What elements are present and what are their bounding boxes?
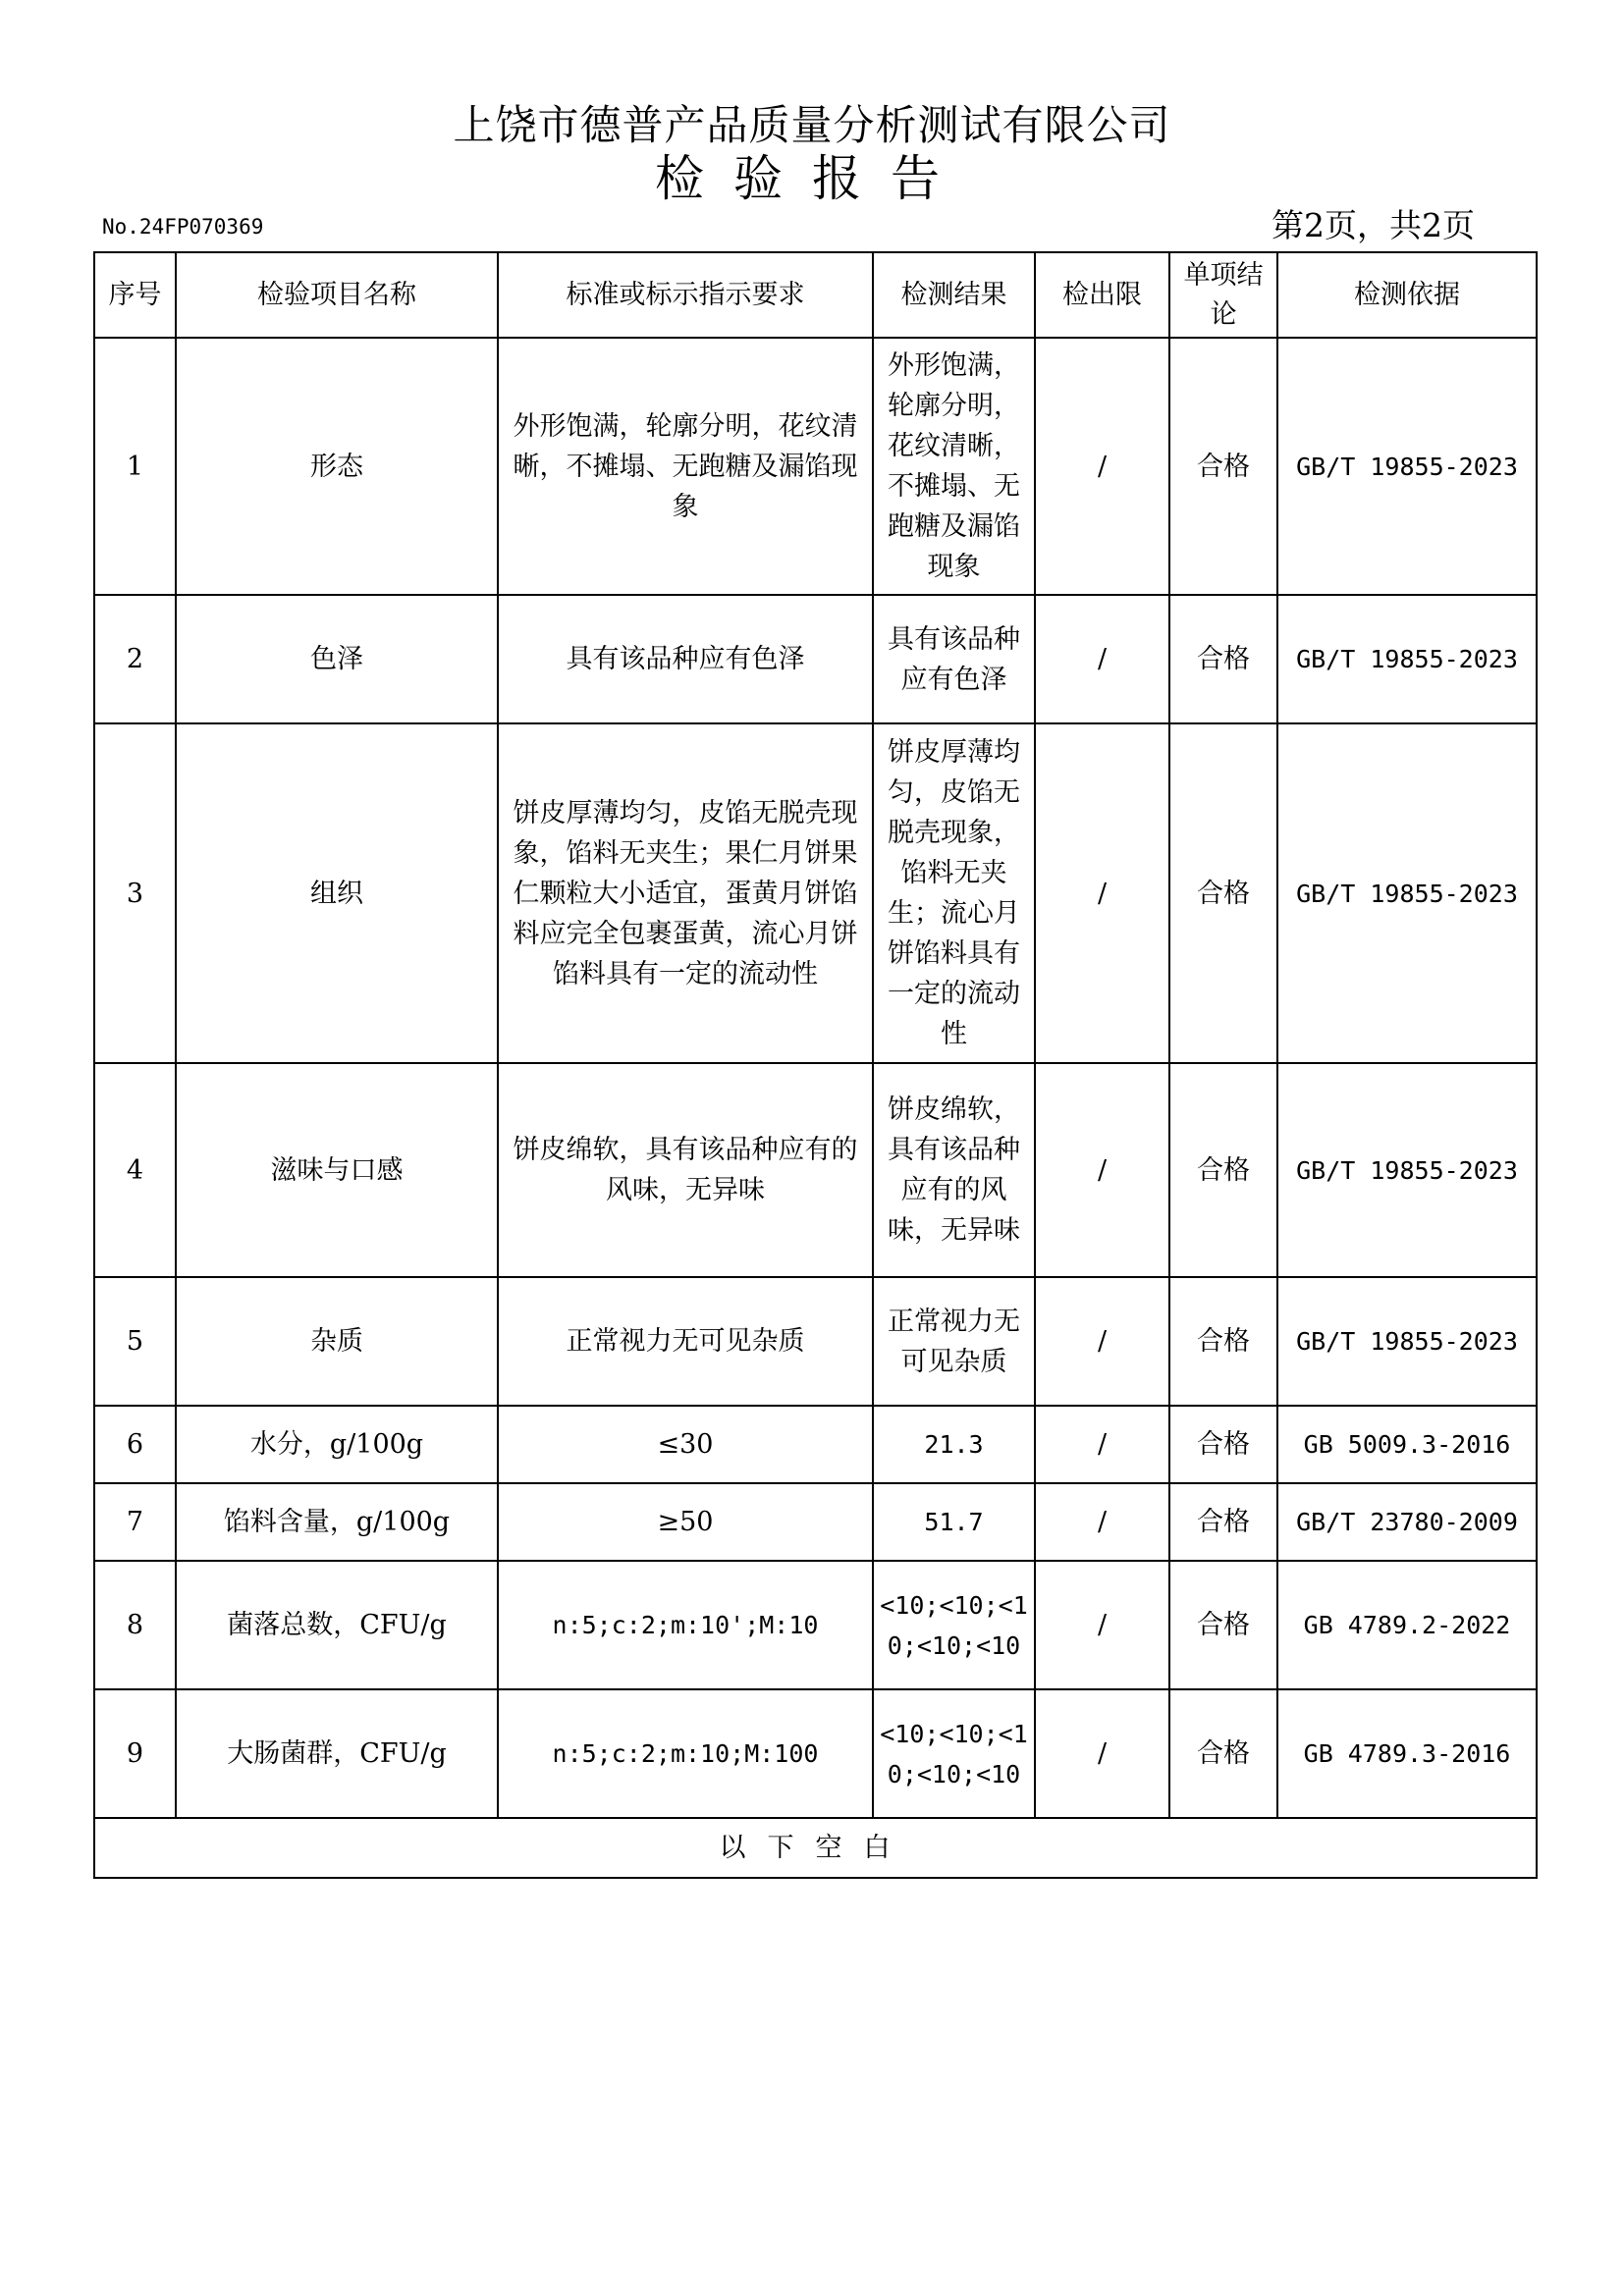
cell-conclusion: 合格 <box>1169 595 1277 723</box>
table-row <box>94 1689 1537 1818</box>
report-title: 检验报告 <box>655 150 969 207</box>
cell-item: 形态 <box>176 338 498 595</box>
cell-conclusion: 合格 <box>1169 1063 1277 1277</box>
cell-result: 51.7 <box>873 1483 1035 1561</box>
cell-no: 3 <box>94 723 176 1063</box>
cell-basis: GB 4789.2-2022 <box>1277 1561 1537 1689</box>
cell-conclusion: 合格 <box>1169 1561 1277 1689</box>
cell-requirement: ≥50 <box>498 1483 873 1561</box>
cell-conclusion: 合格 <box>1169 1483 1277 1561</box>
cell-item: 滋味与口感 <box>176 1063 498 1277</box>
cell-limit: / <box>1035 1277 1169 1406</box>
cell-result: 饼皮绵软，具有该品种应有的风味，无异味 <box>873 1063 1035 1277</box>
table-row <box>94 338 1537 595</box>
cell-conclusion: 合格 <box>1169 338 1277 595</box>
cell-requirement: 正常视力无可见杂质 <box>498 1277 873 1406</box>
cell-no: 2 <box>94 595 176 723</box>
inspection-table <box>93 251 1538 1879</box>
table-row <box>94 723 1537 1063</box>
cell-basis: GB/T 19855-2023 <box>1277 338 1537 595</box>
cell-limit: / <box>1035 1483 1169 1561</box>
cell-conclusion: 合格 <box>1169 1689 1277 1818</box>
cell-no: 4 <box>94 1063 176 1277</box>
column-header-no: 序号 <box>94 252 176 338</box>
table-header-row <box>94 252 1537 338</box>
cell-basis: GB 4789.3-2016 <box>1277 1689 1537 1818</box>
cell-limit: / <box>1035 723 1169 1063</box>
cell-limit: / <box>1035 1561 1169 1689</box>
cell-basis: GB/T 19855-2023 <box>1277 1277 1537 1406</box>
cell-requirement: 具有该品种应有色泽 <box>498 595 873 723</box>
cell-item: 大肠菌群，CFU/g <box>176 1689 498 1818</box>
cell-limit: / <box>1035 338 1169 595</box>
cell-requirement: n:5;c:2;m:10';M:10 <box>498 1561 873 1689</box>
report-number: No.24FP070369 <box>102 215 264 239</box>
table-row <box>94 1561 1537 1689</box>
cell-conclusion: 合格 <box>1169 723 1277 1063</box>
column-header-result: 检测结果 <box>873 252 1035 338</box>
cell-conclusion: 合格 <box>1169 1277 1277 1406</box>
cell-limit: / <box>1035 1406 1169 1483</box>
cell-no: 5 <box>94 1277 176 1406</box>
cell-result: 正常视力无可见杂质 <box>873 1277 1035 1406</box>
cell-result: 饼皮厚薄均匀，皮馅无脱壳现象，馅料无夹生；流心月饼馅料具有一定的流动性 <box>873 723 1035 1063</box>
column-header-conclusion: 单项结论 <box>1169 252 1277 338</box>
table-row <box>94 1277 1537 1406</box>
column-header-requirement: 标准或标示指示要求 <box>498 252 873 338</box>
table-row <box>94 1063 1537 1277</box>
cell-no: 7 <box>94 1483 176 1561</box>
column-header-item: 检验项目名称 <box>176 252 498 338</box>
cell-requirement: 饼皮厚薄均匀，皮馅无脱壳现象，馅料无夹生；果仁月饼果仁颗粒大小适宜，蛋黄月饼馅料应完全包裹蛋黄，流心月饼馅料具有一定的流动性 <box>498 723 873 1063</box>
table-row <box>94 1406 1537 1483</box>
page-indicator: 第2页，共2页 <box>1272 206 1475 244</box>
blank-note: 以下空白 <box>94 1818 1537 1878</box>
column-header-basis: 检测依据 <box>1277 252 1537 338</box>
cell-item: 水分，g/100g <box>176 1406 498 1483</box>
cell-item: 杂质 <box>176 1277 498 1406</box>
blank-row <box>94 1818 1537 1878</box>
cell-basis: GB/T 19855-2023 <box>1277 723 1537 1063</box>
cell-basis: GB/T 19855-2023 <box>1277 595 1537 723</box>
cell-basis: GB/T 19855-2023 <box>1277 1063 1537 1277</box>
table-row <box>94 1483 1537 1561</box>
cell-limit: / <box>1035 595 1169 723</box>
cell-limit: / <box>1035 1689 1169 1818</box>
cell-item: 组织 <box>176 723 498 1063</box>
cell-no: 8 <box>94 1561 176 1689</box>
cell-no: 6 <box>94 1406 176 1483</box>
cell-basis: GB 5009.3-2016 <box>1277 1406 1537 1483</box>
cell-requirement: 饼皮绵软，具有该品种应有的风味，无异味 <box>498 1063 873 1277</box>
cell-requirement: 外形饱满，轮廓分明，花纹清晰，不摊塌、无跑糖及漏馅现象 <box>498 338 873 595</box>
cell-result: <10;<10;<10;<10;<10 <box>873 1561 1035 1689</box>
cell-conclusion: 合格 <box>1169 1406 1277 1483</box>
cell-result: 21.3 <box>873 1406 1035 1483</box>
cell-item: 色泽 <box>176 595 498 723</box>
cell-no: 9 <box>94 1689 176 1818</box>
cell-requirement: ≤30 <box>498 1406 873 1483</box>
cell-basis: GB/T 23780-2009 <box>1277 1483 1537 1561</box>
cell-result: 具有该品种应有色泽 <box>873 595 1035 723</box>
cell-no: 1 <box>94 338 176 595</box>
column-header-limit: 检出限 <box>1035 252 1169 338</box>
cell-requirement: n:5;c:2;m:10;M:100 <box>498 1689 873 1818</box>
table-row <box>94 595 1537 723</box>
cell-limit: / <box>1035 1063 1169 1277</box>
company-name: 上饶市德普产品质量分析测试有限公司 <box>453 101 1171 149</box>
cell-result: <10;<10;<10;<10;<10 <box>873 1689 1035 1818</box>
cell-item: 馅料含量，g/100g <box>176 1483 498 1561</box>
cell-result: 外形饱满，轮廓分明，花纹清晰，不摊塌、无跑糖及漏馅现象 <box>873 338 1035 595</box>
cell-item: 菌落总数，CFU/g <box>176 1561 498 1689</box>
